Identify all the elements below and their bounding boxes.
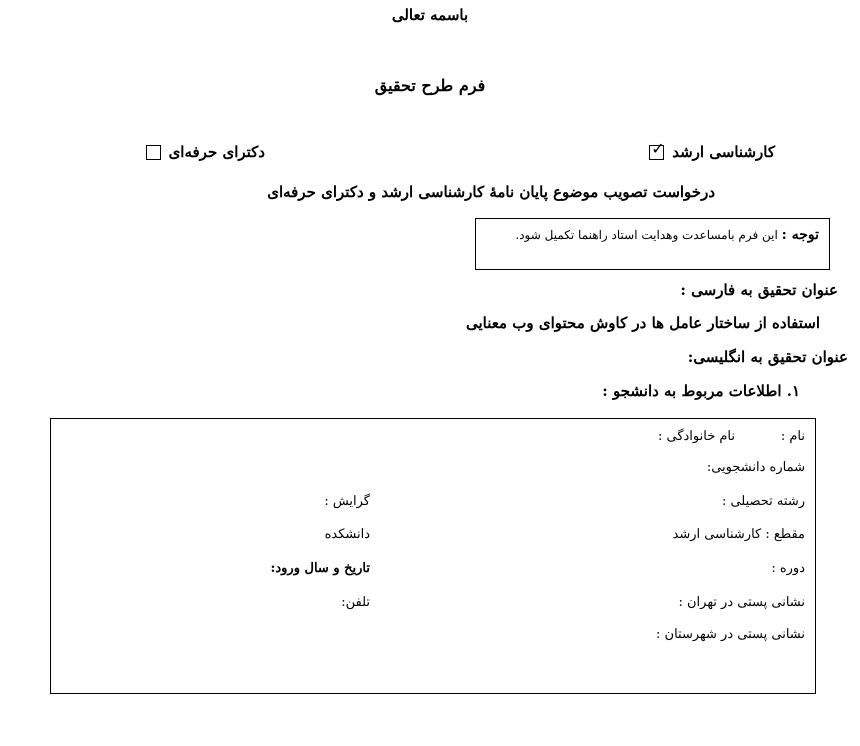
student-info-box [50,418,816,694]
city-address-field: نشانی پستی در شهرستان : [656,627,805,642]
form-title: فرم طرح تحقیق [374,76,486,95]
persian-title-value: استفاده از ساختار عامل ها در کاوش محتوای وب معنایی [465,314,820,332]
masters-option[interactable] [649,138,775,161]
checkmark-icon: ✓ [651,138,665,158]
student-number-field: شماره دانشجویی: [706,460,805,475]
phone-field: تلفن: [341,595,370,610]
english-title-label: عنوان تحقیق به انگلیسی: [687,348,848,366]
tehran-address-field: نشانی پستی در تهران : [678,595,805,610]
period-field: دوره : [771,561,805,576]
faculty-field: دانشکده [324,527,370,542]
first-name-field: نام : [780,429,805,444]
specialization-field: گرایش : [324,494,370,509]
request-title: درخواست تصویب موضوع پایان نامهٔ کارشناسی ارشد و دکترای حرفه‌ای [267,183,715,201]
note-label: توجه : [781,227,819,243]
last-name-field: نام خانوادگی : [657,429,735,444]
level-field: مقطع : کارشناسی ارشد [672,527,805,542]
persian-title-label: عنوان تحقیق به فارسی : [680,281,838,299]
student-section-heading: ۱. اطلاعات مربوط به دانشجو : [602,382,800,400]
masters-checkbox[interactable] [649,138,665,160]
masters-label: کارشناسی ارشد [672,143,775,161]
note-box [475,218,830,270]
note-text: این فرم بامساعدت وهدایت استاد راهنما تکمیل شود. [515,228,778,242]
doctorate-checkbox[interactable] [146,145,161,160]
doctorate-label: دکترای حرفه‌ای [168,143,265,161]
entry-date-field: تاریخ و سال ورود: [270,561,370,576]
doctorate-option[interactable] [146,143,265,161]
basmala-heading: باسمه تعالی [391,6,469,24]
field-of-study-field: رشته تحصیلی : [721,494,805,509]
